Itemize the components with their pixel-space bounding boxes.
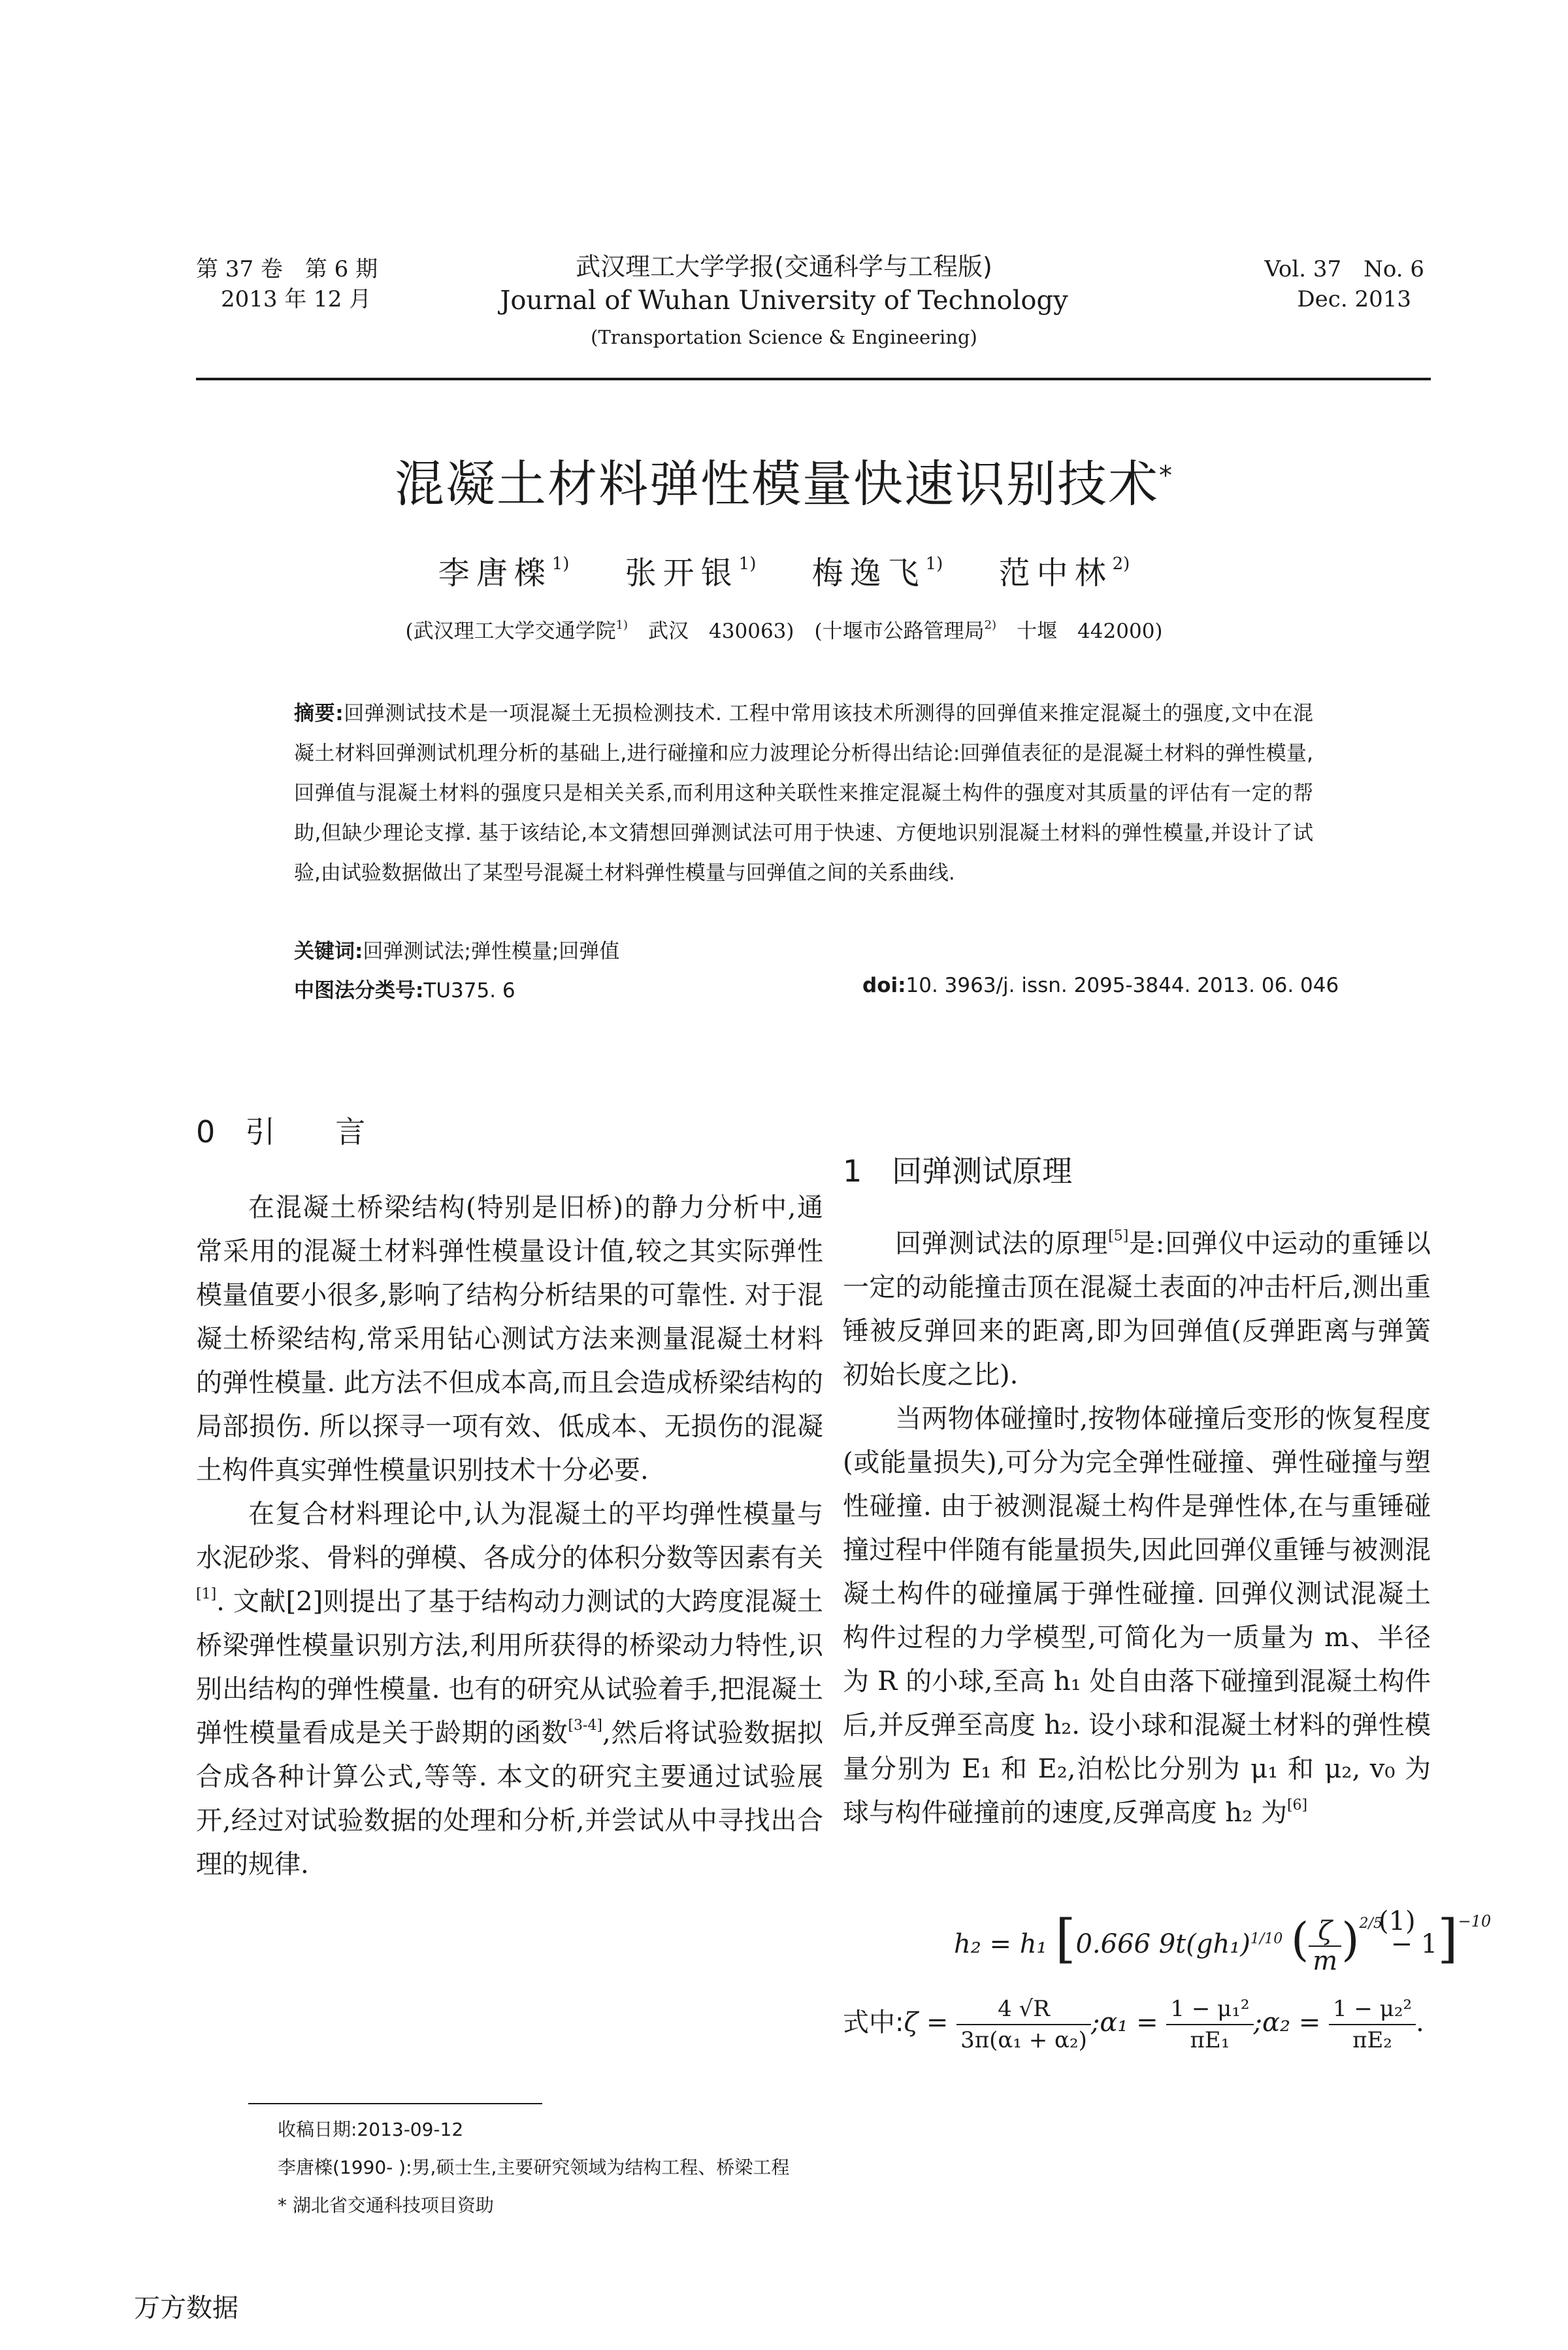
paragraph: 回弹测试法的原理[5]是:回弹仪中运动的重锤以一定的动能撞击顶在混凝土表面的冲击杆后,测出重锤被反弹回来的距离,即为回弹值(反弹距离与弹簧初始长度之比). (843, 1228, 1431, 1390)
left-column (196, 1186, 823, 1887)
section-1-heading: 1 回弹测试原理 (843, 1153, 1073, 1189)
watermark: 万方数据 (134, 2293, 238, 2323)
paragraph: 在复合材料理论中,认为混凝土的平均弹性模量与水泥砂浆、骨料的弹模、各成分的体积分数等因素有关[1]. 文献[2]则提出了基于结构动力测试的大跨度混凝土桥梁弹性模量识别方法,利用所获得的桥梁动力特性,识别出结构的弹性模量. 也有的研究从试验着手,把混凝土弹性模量看成是关于龄期的函数[3-4],然后将试验数据拟合成各种计算公式,等等. 本文的研究主要通过试验展开,经过对试验数据的处理和分析,并尝试从中寻找出合理的规律. (196, 1499, 824, 1879)
header-journal-cn: 武汉理工大学学报(交通科学与工程版) (576, 252, 992, 281)
paper-title: 混凝土材料弹性模量快速识别技术* (395, 455, 1173, 513)
header-volume: 第 37 卷 第 6 期 (196, 256, 378, 282)
author-name: 梅逸飞 (811, 555, 926, 591)
keywords: 关键词:回弹测试法;弹性模量;回弹值 (294, 940, 620, 963)
header-journal-en: Journal of Wuhan University of Technology (500, 286, 1068, 316)
header-date: 2013 年 12 月 (221, 286, 372, 312)
paragraph: 在混凝土桥梁结构(特别是旧桥)的静力分析中,通常采用的混凝土材料弹性模量设计值,较之其实际弹性模量值要小很多,影响了结构分析结果的可靠性. 对于混凝土桥梁结构,常采用钻心测试方法来测量混凝土材料的弹性模量. 此方法不但成本高,而且会造成桥梁结构的局部损伤. 所以探寻一项有效、低成本、无损伤的混凝土构件真实弹性模量识别技术十分必要. (196, 1193, 823, 1485)
right-column (843, 1222, 1431, 1835)
header-date-en: Dec. 2013 (1297, 286, 1411, 312)
clc-number: 中图法分类号:TU375. 6 (294, 979, 515, 1002)
section-0-heading: 0 引 言 (196, 1114, 366, 1150)
header-vol-en: Vol. 37 No. 6 (1264, 256, 1424, 282)
author-name: 李唐檪 (438, 555, 552, 591)
doi: doi:10. 3963/j. issn. 2095-3844. 2013. 06. 046 (862, 974, 1339, 997)
equation-1: h₂ = h₁ [0.666 $9t(gh_1)^{1/10}$ ( $\frac{\zeta}{m}$ )$^{2/5}$ − 1]$^{-10}$ (954, 1908, 1492, 1976)
footnote-rule (248, 2103, 542, 2104)
header-journal-sub: (Transportation Science & Engineering) (591, 326, 977, 348)
equation-number: (1) (1379, 1906, 1416, 1936)
footnote-author: 李唐檪(1990- ):男,硕士生,主要研究领域为结构工程、桥梁工程 (278, 2157, 790, 2178)
affiliations: (武汉理工大学交通学院$^{1)}$ 武汉 430063) (十堰市公路管理局$^{2)}$ 十堰 442000) (405, 618, 1163, 643)
footnote-received: 收稿日期:2013-09-12 (278, 2119, 464, 2140)
footnote-fund: * 湖北省交通科技项目资助 (278, 2194, 494, 2216)
author-name: 范中林 (998, 555, 1113, 591)
author-name: 张开银 (625, 555, 739, 591)
equation-where: 式中:ζ = $\frac{4 √R}{\text{3π(α₁ + α₂)}}$ ;α₁ = $\frac{\text{1 − μ₁²}}{\text{πE₁}}$ ;α₂ = $\frac{\text{1 − μ₂²}}{\text{πE₂}}$ . (843, 1987, 1424, 2059)
paragraph: 当两物体碰撞时,按物体碰撞后变形的恢复程度(或能量损失),可分为完全弹性碰撞、弹性碰撞与塑性碰撞. 由于被测混凝土构件是弹性体,在与重锤碰撞过程中伴随有能量损失,因此回弹仪重锤与被测混凝土构件的碰撞属于弹性碰撞. 回弹仪测试混凝土构件过程的力学模型,可简化为一质量为 m、半径为 R 的小球,至高 h₁ 处自由落下碰撞到混凝土构件后,并反弹至高度 h₂. 设小球和混凝土材料的弹性模量分别为 E₁ 和 E₂,泊松比分别为 μ₁ 和 μ₂, v₀ 为球与构件碰撞前的速度,反弹高度 h₂ 为[6] (843, 1404, 1431, 1828)
abstract: 摘要:回弹测试技术是一项混凝土无损检测技术. 工程中常用该技术所测得的回弹值来推定混凝土的强度,文中在混凝土材料回弹测试机理分析的基础上,进行碰撞和应力波理论分析得出结论:回弹值表征的是混凝土材料的弹性模量,回弹值与混凝土材料的强度只是相关关系,而利用这种关联性来推定混凝土构件的强度对其质量的评估有一定的帮助,但缺少理论支撑. 基于该结论,本文猜想回弹测试法可用于快速、方便地识别混凝土材料的弹性模量,并设计了试验,由试验数据做出了某型号混凝土材料弹性模量与回弹值之间的关系曲线. (294, 702, 1313, 885)
header-rule (196, 378, 1431, 380)
author-list: 李唐檪$^{1)}$ 张开银$^{1)}$ 梅逸飞$^{1)}$ 范中林$^{2)}$ (438, 554, 1130, 591)
